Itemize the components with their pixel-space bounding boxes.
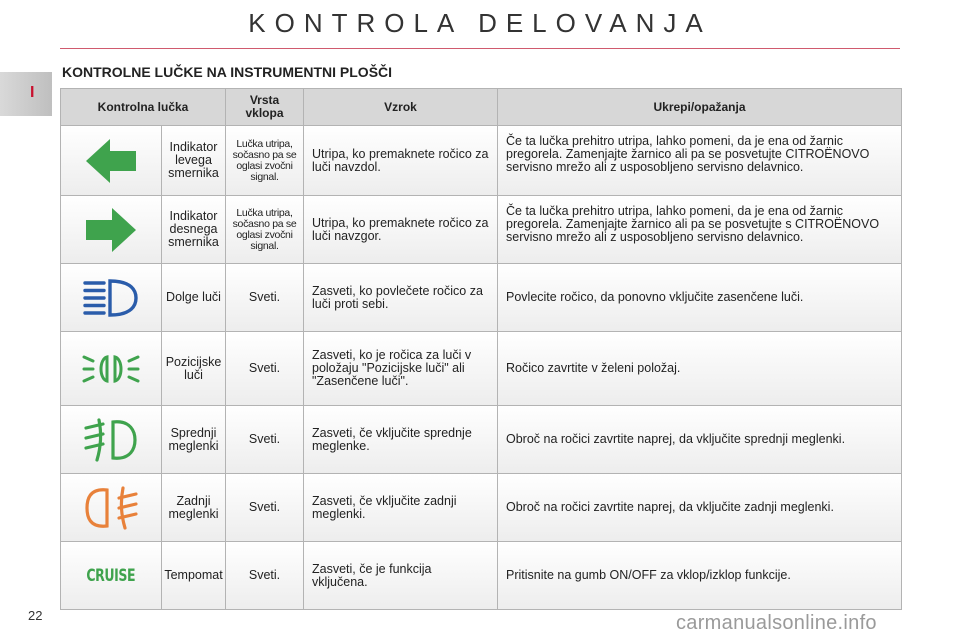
lamp-cause: Zasveti, ko je ročica za luči v položaju "Pozicijske luči" ali "Zasenčene luči".	[303, 332, 497, 405]
right-turn-arrow-icon	[84, 206, 138, 254]
lamp-type: Sveti.	[225, 474, 303, 541]
table-row	[61, 125, 901, 195]
lamp-cause: Zasveti, če je funkcija vključena.	[303, 542, 497, 609]
page-title: KONTROLA DELOVANJA	[248, 8, 712, 38]
header-cause: Vzrok	[303, 89, 497, 125]
lamp-cause: Zasveti, če vključite sprednje meglenke.	[303, 406, 497, 473]
lamp-cause: Zasveti, če vključite zadnji meglenki.	[303, 474, 497, 541]
lamp-name: Indikator desnega smernika	[161, 196, 225, 263]
lamp-icon-cell	[61, 264, 161, 331]
lamp-cause: Zasveti, ko povlečete ročico za luči proti sebi.	[303, 264, 497, 331]
lamp-icon-cell	[61, 332, 161, 405]
table-row	[61, 473, 901, 541]
lamp-type: Sveti.	[225, 406, 303, 473]
lamp-action: Obroč na ročici zavrtite naprej, da vključite sprednji meglenki.	[497, 406, 901, 473]
lamp-icon-cell	[61, 196, 161, 263]
warning-lamps-table	[60, 88, 902, 610]
lamp-cause: Utripa, ko premaknete ročico za luči navzgor.	[303, 196, 497, 263]
lamp-name: Sprednji meglenki	[161, 406, 225, 473]
chapter-tab	[0, 72, 52, 116]
title-rule	[60, 48, 900, 49]
cruise-icon: CRUISE	[86, 565, 136, 586]
lamp-name: Tempomat	[161, 542, 225, 609]
lamp-icon-cell	[61, 474, 161, 541]
table-header-row	[61, 89, 901, 125]
table-row	[61, 195, 901, 263]
rear-fog-light-icon	[83, 484, 139, 532]
header-action: Ukrepi/opažanja	[497, 89, 901, 125]
lamp-cause: Utripa, ko premaknete ročico za luči navzdol.	[303, 126, 497, 195]
lamp-type: Lučka utripa, sočasno pa se oglasi zvočni signal.	[225, 196, 303, 263]
table-row	[61, 541, 901, 609]
lamp-name: Dolge luči	[161, 264, 225, 331]
high-beam-icon	[82, 277, 140, 319]
header-type: Vrsta vklopa	[225, 89, 303, 125]
lamp-action: Obroč na ročici zavrtite naprej, da vključite zadnji meglenki.	[497, 474, 901, 541]
header-lamp: Kontrolna lučka	[97, 99, 189, 114]
lamp-action: Pritisnite na gumb ON/OFF za vklop/izklop funkcije.	[497, 542, 901, 609]
lamp-type: Lučka utripa, sočasno pa se oglasi zvočni signal.	[225, 126, 303, 195]
table-row	[61, 263, 901, 331]
lamp-action: Če ta lučka prehitro utripa, lahko pomeni, da je ena od žarnic pregorela. Zamenjajte žarnico ali pa se posvetujte s CITROËNOVO servisno mrežo ali z usposobljeno servisno delavnico.	[497, 196, 901, 263]
section-heading: KONTROLNE LUČKE NA INSTRUMENTNI PLOŠČI	[62, 64, 393, 80]
lamp-name: Indikator levega smernika	[161, 126, 225, 195]
lamp-name: Pozicijske luči	[161, 332, 225, 405]
table-row	[61, 405, 901, 473]
lamp-action: Ročico zavrtite v želeni položaj.	[497, 332, 901, 405]
lamp-type: Sveti.	[225, 264, 303, 331]
lamp-icon-cell	[61, 406, 161, 473]
position-lights-icon	[81, 349, 141, 389]
table-row	[61, 331, 901, 405]
watermark: carmanualsonline.info	[676, 612, 877, 634]
front-fog-light-icon	[83, 416, 139, 464]
lamp-type: Sveti.	[225, 332, 303, 405]
lamp-icon-cell	[61, 542, 161, 609]
chapter-letter: I	[30, 84, 35, 101]
page-number: 22	[28, 608, 43, 623]
lamp-icon-cell	[61, 126, 161, 195]
lamp-action: Če ta lučka prehitro utripa, lahko pomeni, da je ena od žarnic pregorela. Zamenjajte žarnico ali pa se posvetujte CITROËNOVO servisno mrežo ali z usposobljeno servisno delavnico.	[497, 126, 901, 195]
left-turn-arrow-icon	[84, 137, 138, 185]
lamp-type: Sveti.	[225, 542, 303, 609]
lamp-action: Povlecite ročico, da ponovno vključite zasenčene luči.	[497, 264, 901, 331]
lamp-name: Zadnji meglenki	[161, 474, 225, 541]
